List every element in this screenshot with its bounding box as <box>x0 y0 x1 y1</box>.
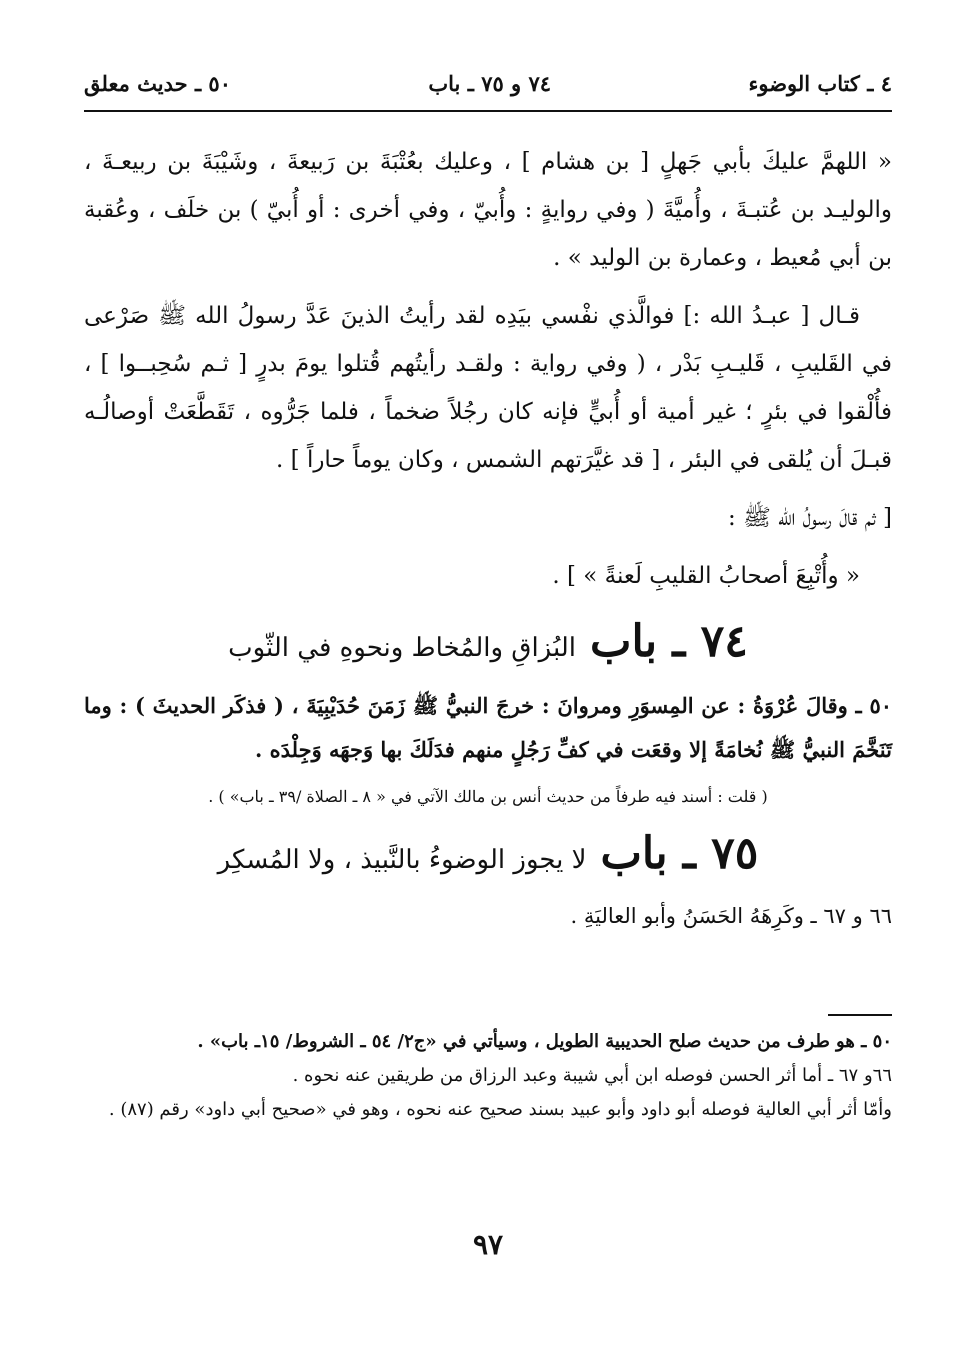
hadith-50: ٥٠ ـ وقالَ عُرْوَةُ : عن المِسوَرِ ومروانَ : خرجَ النبيُّ ﷺ زَمَنَ حُدَيْبِيَةَ ، ( فذكَر الحديثَ ) : وما تَنَخَّمَ النبيُّ ﷺ نُخامَةً إلا وقعَت في كفِّ رَجُلٍ منهم فدَلَكَ بها وَجهَه وَجِلْدَه . <box>84 693 892 762</box>
athar-66-67: ٦٦ و ٦٧ ـ وكَرِهَهُ الحَسَنُ وأبو العاليَةِ . <box>570 904 892 928</box>
chapter-title: البُزاقِ والمُخاط ونحوهِ في الثّوب <box>228 633 577 663</box>
footnote-66-67: ٦٦و ٦٧ ـ أما أثر الحسن فوصله ابن أبي شيبة وعبد الرزاق من طريقين عنه نحوه . <box>292 1065 892 1086</box>
header-book-title: ٤ ـ كتاب الوضوء <box>748 70 892 96</box>
chapter-heading-75 <box>84 830 892 884</box>
chapter-number: ٧٥ ـ باب <box>600 828 759 879</box>
book-page <box>84 60 892 1330</box>
header-hadith-label: ٥٠ ـ حديث معلق <box>84 70 231 96</box>
paragraph-then-said: [ ثم قالَ رسولُ الله ﷺ : <box>728 505 892 531</box>
footnotes <box>84 1026 892 1128</box>
editor-note: ( قلت : أسند فيه طرفاً من حديث أنس بن مالك الآتي في « ٨ ـ الصلاة /٣٩ ـ باب» ) . <box>208 787 768 806</box>
chapter-heading-74 <box>84 618 892 672</box>
main-text <box>84 138 892 936</box>
footnote-abu-aliya: وأمّا أثر أبي العالية فوصله أبو داود وأبو عبيد بسند صحيح عنه نحوه ، وهو في «صحيح أبي داود» رقم (٨٧) . <box>108 1099 892 1120</box>
header-chapters: ٧٤ و ٧٥ ـ باب <box>428 70 552 96</box>
paragraph-dua: « اللهمَّ عليكَ بأبي جَهلٍ [ بن هشام ] ، وعليك بعُتْبَةَ بن رَبيعةَ ، وشَيْبَةَ بن ربيعـةَ ، والوليـد بن عُتبـةَ ، وأُميَّةَ ( وفي روايةٍ : وأُبيّ ، وفي أخرى : أو أُبيّ ) بن خلَف ، وعُقبة بن أبي مُعيط ، وعمارة بن الوليد » . <box>84 149 892 271</box>
footnote-50: ٥٠ ـ هو طرف من حديث صلح الحديبية الطويل ، وسيأتي في «ج٢/ ٥٤ ـ الشروط/ ١٥ـ باب» . <box>197 1031 892 1052</box>
page-number: ٩٧ <box>472 1228 504 1261</box>
paragraph-curse: « وأُتْبِعَ أصحابُ القليبِ لَعنةً » ] . <box>552 563 860 589</box>
chapter-title: لا يجوز الوضوءُ بالنَّبيذ ، ولا المُسكِر <box>217 845 587 875</box>
paragraph-abdullah: قـال [ عبـدُ الله :] فوالَّذي نفْسي بيَدِه لقد رأيتُ الذينَ عَدَّ رسولُ الله ﷺ صَرْعى في القَليبِ ، قَليـبِ بَدْر ، ( وفي رواية : ولقـد رأيتُهم قُتلوا يومَ بدرٍ [ ثـم سُحِبــوا ] ، فأُلْقوا في بئرٍ ؛ غير أمية أو أُبيٍّ فإنه كان رجُلاً ضخماً ، فلما جَرُّوه ، تَقَطَّعَتْ أوصالُـه قبـلَ أن يُلقى في البئر ، [ قد غيَّرَتهم الشمس ، وكان يوماً حاراً ] . <box>84 303 892 473</box>
running-header <box>84 60 892 106</box>
chapter-number: ٧٤ ـ باب <box>590 616 748 667</box>
header-divider <box>84 110 892 112</box>
footnote-divider <box>828 1014 892 1016</box>
